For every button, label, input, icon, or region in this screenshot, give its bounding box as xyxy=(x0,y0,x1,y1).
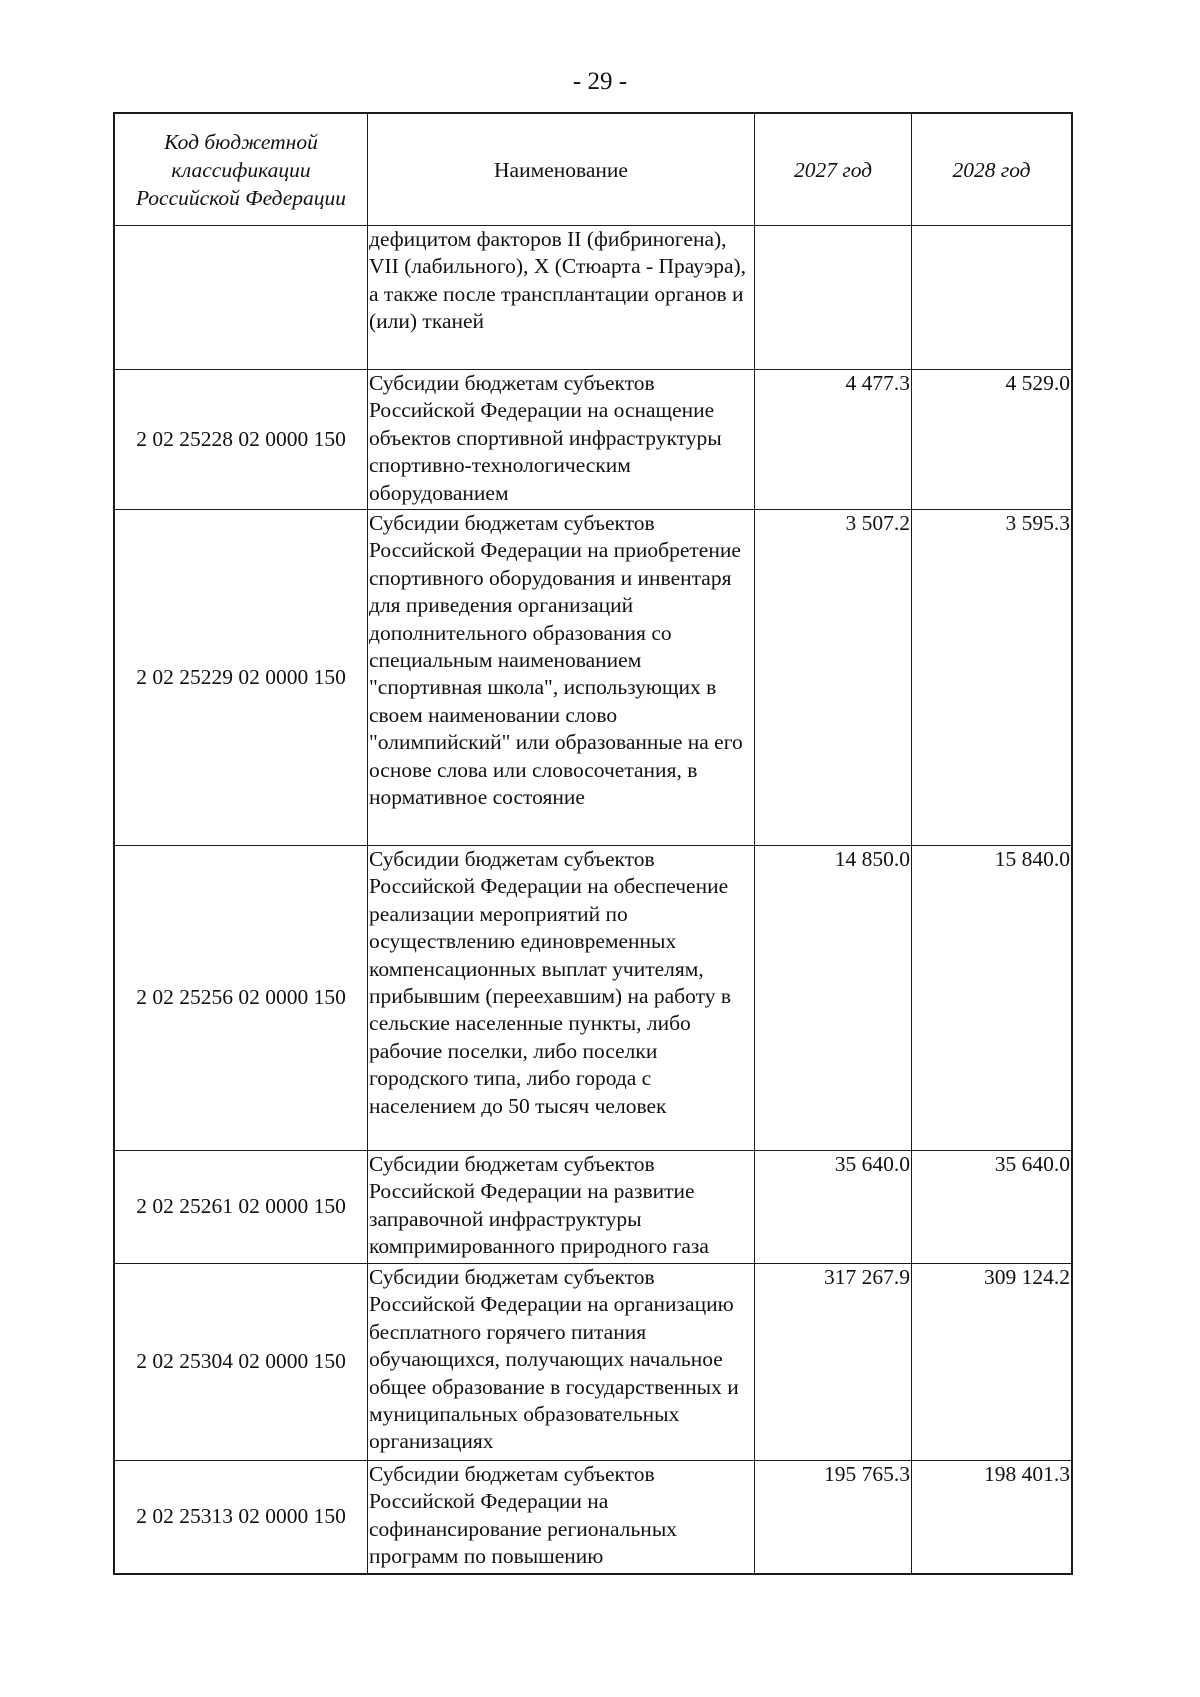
row-code: 2 02 25304 02 0000 150 xyxy=(115,1264,368,1461)
row-name: Субсидии бюджетам субъектов Российской Федерации на развитие заправочной инфраструктуры компримированного природного газа xyxy=(368,1151,755,1264)
row-code: 2 02 25256 02 0000 150 xyxy=(115,846,368,1151)
row-value-2028: 4 529.0 xyxy=(912,370,1072,510)
row-value-2028: 198 401.3 xyxy=(912,1461,1072,1574)
table-row xyxy=(115,370,1072,510)
row-name: Субсидии бюджетам субъектов Российской Федерации на приобретение спортивного оборудования и инвентаря для приведения организаций дополнительного образования со специальным наименованием "спортивная школа", использующих в своем наименовании слово "олимпийский" или образованные на его основе слова или словосочетания, в нормативное состояние xyxy=(368,510,755,846)
row-value-2027: 3 507.2 xyxy=(755,510,912,846)
table-row xyxy=(115,846,1072,1151)
row-code: 2 02 25313 02 0000 150 xyxy=(115,1461,368,1574)
row-value-2028: 15 840.0 xyxy=(912,846,1072,1151)
header-2027: 2027 год xyxy=(755,114,912,226)
budget-table xyxy=(114,113,1072,1574)
row-code: 2 02 25229 02 0000 150 xyxy=(115,510,368,846)
row-name: Субсидии бюджетам субъектов Российской Федерации на оснащение объектов спортивной инфраструктуры спортивно-технологическим оборудованием xyxy=(368,370,755,510)
row-value-2028: 35 640.0 xyxy=(912,1151,1072,1264)
row-value-2027: 195 765.3 xyxy=(755,1461,912,1574)
page-number: - 29 - xyxy=(572,68,628,95)
table-row xyxy=(115,1264,1072,1461)
row-code: 2 02 25261 02 0000 150 xyxy=(115,1151,368,1264)
table-row xyxy=(115,1461,1072,1574)
row-value-2027 xyxy=(755,226,912,370)
row-value-2028: 3 595.3 xyxy=(912,510,1072,846)
table-row xyxy=(115,226,1072,370)
row-value-2027: 4 477.3 xyxy=(755,370,912,510)
row-value-2027: 14 850.0 xyxy=(755,846,912,1151)
row-value-2028 xyxy=(912,226,1072,370)
header-code: Код бюджетной классификации Российской Федерации xyxy=(115,114,368,226)
header-name: Наименование xyxy=(368,114,755,226)
row-value-2028: 309 124.2 xyxy=(912,1264,1072,1461)
row-code: 2 02 25228 02 0000 150 xyxy=(115,370,368,510)
row-value-2027: 35 640.0 xyxy=(755,1151,912,1264)
row-code xyxy=(115,226,368,370)
table-header-row xyxy=(115,114,1072,226)
row-name: дефицитом факторов II (фибриногена), VII (лабильного), X (Стюарта - Прауэра), а также после трансплантации органов и (или) тканей xyxy=(368,226,755,370)
table-row xyxy=(115,510,1072,846)
row-name: Субсидии бюджетам субъектов Российской Федерации на организацию бесплатного горячего питания обучающихся, получающих начальное общее образование в государственных и муниципальных образовательных организациях xyxy=(368,1264,755,1461)
row-value-2027: 317 267.9 xyxy=(755,1264,912,1461)
table-row xyxy=(115,1151,1072,1264)
header-2028: 2028 год xyxy=(912,114,1072,226)
row-name: Субсидии бюджетам субъектов Российской Федерации на софинансирование региональных программ по повышению xyxy=(368,1461,755,1574)
row-name: Субсидии бюджетам субъектов Российской Федерации на обеспечение реализации мероприятий по осуществлению единовременных компенсационных выплат учителям, прибывшим (переехавшим) на работу в сельские населенные пункты, либо рабочие поселки, либо поселки городского типа, либо города с населением до 50 тысяч человек xyxy=(368,846,755,1151)
